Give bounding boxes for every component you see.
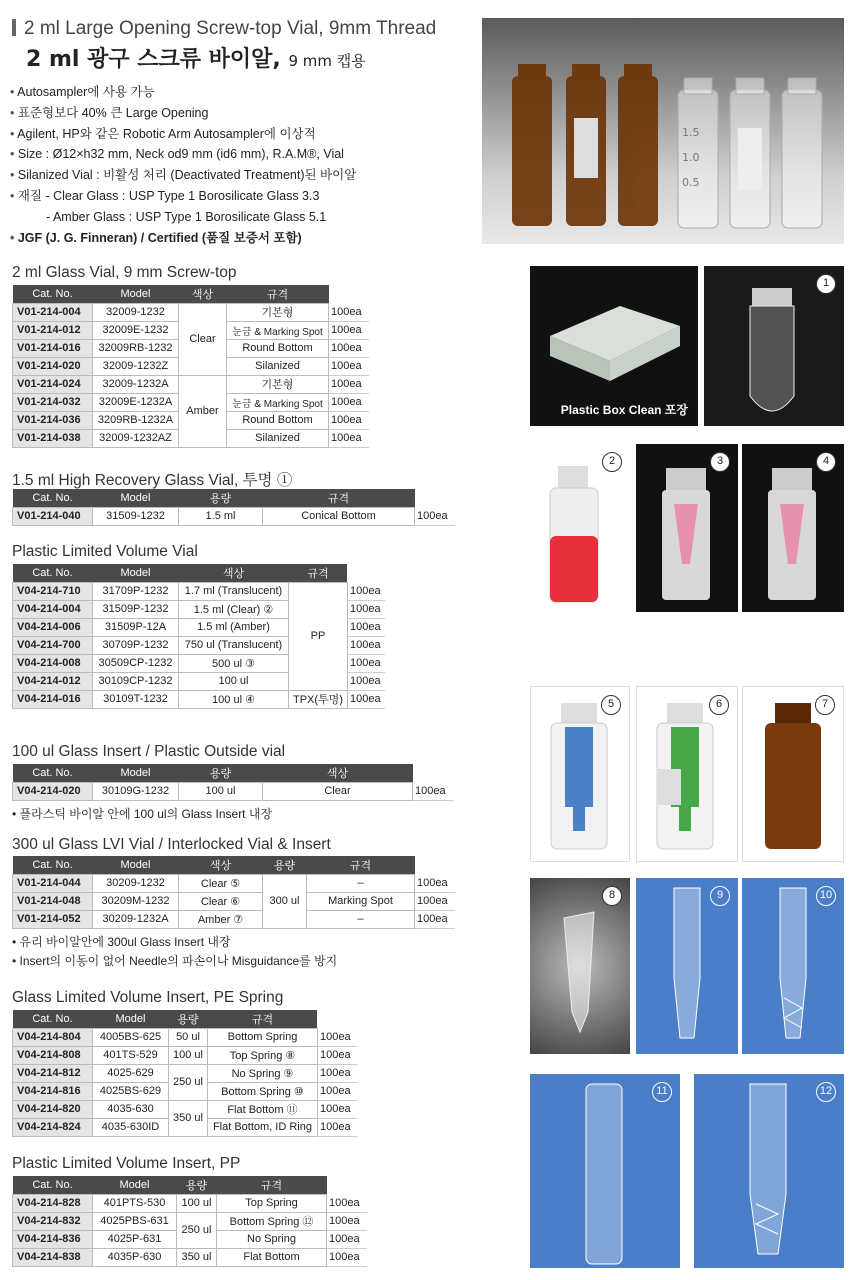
- photo-caption: Plastic Box Clean 포장: [560, 403, 688, 417]
- table-cell: 300 ul: [263, 874, 307, 928]
- table-cell: 4035P-630: [93, 1248, 177, 1266]
- table-cell: V01-214-012: [13, 321, 93, 339]
- table-cell: 100ea: [329, 393, 369, 411]
- lvi-vial-table: [12, 856, 455, 929]
- badge-number: 6: [709, 695, 729, 715]
- table-cell: 50 ul: [169, 1028, 208, 1046]
- table-cell: [415, 489, 455, 507]
- table-cell: V04-214-828: [13, 1194, 93, 1212]
- feature-item: • Agilent, HP와 같은 Robotic Arm Autosampler에 이상적: [10, 124, 356, 145]
- table-cell: 100ea: [329, 411, 369, 429]
- table-cell: 100ea: [327, 1248, 367, 1266]
- section-title: Plastic Limited Volume Insert, PP: [12, 1155, 241, 1172]
- table-cell: 100ea: [317, 1028, 357, 1046]
- table-cell: [347, 564, 384, 582]
- table-cell: Clear: [263, 782, 413, 800]
- col-header: Model: [93, 1176, 177, 1194]
- page-title-ko: 2 ml 광구 스크류 바이알, 9 mm 캡용: [26, 47, 366, 72]
- col-header: 규격: [207, 1010, 317, 1028]
- table-cell: 100ea: [329, 321, 369, 339]
- table-cell: 100ea: [317, 1100, 357, 1118]
- vial-photo-7: [742, 686, 844, 862]
- badge-number: 3: [710, 452, 730, 472]
- table-cell: 100ea: [329, 375, 369, 393]
- table-cell: 100ea: [347, 654, 384, 672]
- table-cell: 100ea: [329, 339, 369, 357]
- table-row: [13, 874, 455, 892]
- table-cell: V04-214-008: [13, 654, 93, 672]
- table-cell: 100ea: [317, 1046, 357, 1064]
- table-cell: V01-214-024: [13, 375, 93, 393]
- col-header: Cat. No.: [13, 856, 93, 874]
- table-cell: PP: [289, 582, 348, 690]
- badge-number: 11: [652, 1082, 672, 1102]
- col-header: 색상: [179, 285, 227, 303]
- vial-photo-6: [636, 686, 738, 862]
- plastic-lv-vial-table: [12, 564, 385, 709]
- table-cell: 4035-630: [93, 1100, 169, 1118]
- table-cell: Amber: [179, 375, 227, 447]
- table-cell: 1.5 ml: [179, 507, 263, 525]
- table-cell: 31709P-1232: [93, 582, 179, 600]
- vial-photo-3: [636, 444, 738, 612]
- feature-item: • 표준형보다 40% 큰 Large Opening: [10, 103, 356, 124]
- table-row: [13, 690, 385, 708]
- table-row: [13, 1100, 358, 1118]
- table-cell: 4005BS-625: [93, 1028, 169, 1046]
- table-cell: V01-214-048: [13, 892, 93, 910]
- table-cell: Silanized: [227, 357, 329, 375]
- table-row: [13, 1064, 358, 1082]
- feature-list: [10, 82, 356, 248]
- table-cell: V01-214-052: [13, 910, 93, 928]
- table-cell: Conical Bottom: [263, 507, 415, 525]
- table-cell: 4025P-631: [93, 1230, 177, 1248]
- table-cell: 31509P-12A: [93, 618, 179, 636]
- table-cell: 100ea: [329, 429, 369, 447]
- svg-text:0.5: 0.5: [682, 176, 700, 189]
- svg-text:1.0: 1.0: [682, 151, 700, 164]
- table-cell: 32009RB-1232: [93, 339, 179, 357]
- table-row: [13, 507, 455, 525]
- insert-photo-8: [530, 878, 630, 1054]
- table-cell: V04-214-808: [13, 1046, 93, 1064]
- table-cell: Flat Bottom, ID Ring: [207, 1118, 317, 1136]
- table-cell: 31509P-1232: [93, 600, 179, 618]
- insert-photo-12: [694, 1074, 844, 1268]
- table-cell: V04-214-816: [13, 1082, 93, 1100]
- section-title: Glass Limited Volume Insert, PE Spring: [12, 989, 284, 1006]
- col-header: Model: [93, 1010, 169, 1028]
- table-cell: 100ea: [415, 507, 455, 525]
- table-cell: V04-214-006: [13, 618, 93, 636]
- table-cell: 100ea: [347, 618, 384, 636]
- table-cell: 1.5 ml (Clear) ②: [179, 600, 289, 618]
- table-cell: 눈금 & Marking Spot: [227, 321, 329, 339]
- vial-photo-5: [530, 686, 630, 862]
- table-row: [13, 582, 385, 600]
- badge-number: 4: [816, 452, 836, 472]
- table-cell: 350 ul: [177, 1248, 217, 1266]
- col-header: Cat. No.: [13, 1176, 93, 1194]
- table-cell: V01-214-040: [13, 507, 93, 525]
- note-list: [12, 933, 337, 971]
- table-row: [13, 303, 369, 321]
- table-cell: [327, 1176, 367, 1194]
- table-cell: 1.5 ml (Amber): [179, 618, 289, 636]
- table-cell: –: [307, 910, 415, 928]
- table-cell: 100ea: [317, 1064, 357, 1082]
- table-cell: V04-214-710: [13, 582, 93, 600]
- col-header: 색상: [179, 856, 263, 874]
- table-row: [13, 375, 369, 393]
- badge-number: 8: [602, 886, 622, 906]
- col-header: Cat. No.: [13, 564, 93, 582]
- table-cell: 100ea: [415, 874, 455, 892]
- table-row: [13, 1046, 358, 1064]
- table-cell: 31509-1232: [93, 507, 179, 525]
- col-header: 규격: [263, 489, 415, 507]
- table-cell: Flat Bottom ⑪: [207, 1100, 317, 1118]
- section-title: Plastic Limited Volume Vial: [12, 543, 198, 560]
- note-item: • 플라스틱 바이알 안에 100 ul의 Glass Insert 내장: [12, 805, 272, 824]
- table-cell: 100 ul: [177, 1194, 217, 1212]
- table-cell: 32009-1232A: [93, 375, 179, 393]
- table-cell: 100ea: [327, 1230, 367, 1248]
- table-cell: V01-214-016: [13, 339, 93, 357]
- table-cell: Round Bottom: [227, 411, 329, 429]
- col-header: Model: [93, 285, 179, 303]
- vial-photo-1: [704, 266, 844, 426]
- table-cell: 30109T-1232: [93, 690, 179, 708]
- section-title: 300 ul Glass LVI Vial / Interlocked Vial & Insert: [12, 836, 331, 853]
- section-title: 1.5 ml High Recovery Glass Vial, 투명 ①: [12, 472, 293, 489]
- table-cell: Clear ⑥: [179, 892, 263, 910]
- col-header: 용량: [169, 1010, 208, 1028]
- feature-item: • Size : Ø12×h32 mm, Neck od9 mm (id6 mm), R.A.M®, Vial: [10, 144, 356, 165]
- table-cell: 750 ul (Translucent): [179, 636, 289, 654]
- table-cell: 4025-629: [93, 1064, 169, 1082]
- table-cell: 100 ul: [169, 1046, 208, 1064]
- table-cell: 100ea: [415, 892, 455, 910]
- table-cell: No Spring ⑨: [207, 1064, 317, 1082]
- table-cell: 4035-630ID: [93, 1118, 169, 1136]
- table-cell: V04-214-820: [13, 1100, 93, 1118]
- table-cell: 100ea: [329, 303, 369, 321]
- table-cell: Round Bottom: [227, 339, 329, 357]
- note-item: • Insert의 이동이 없어 Needle의 파손이나 Misguidance를 방지: [12, 952, 337, 971]
- table-cell: V04-214-832: [13, 1212, 93, 1230]
- col-header: Cat. No.: [13, 764, 93, 782]
- col-header: 용량: [177, 1176, 217, 1194]
- table-cell: Clear ⑤: [179, 874, 263, 892]
- badge-number: 1: [816, 274, 836, 294]
- svg-text:1.5: 1.5: [682, 126, 700, 139]
- badge-number: 2: [602, 452, 622, 472]
- table-cell: Amber ⑦: [179, 910, 263, 928]
- table-cell: [317, 1010, 357, 1028]
- table-row: [13, 1194, 367, 1212]
- table-cell: V04-214-836: [13, 1230, 93, 1248]
- table-cell: Top Spring: [217, 1194, 327, 1212]
- glass-vial-table: [12, 285, 369, 448]
- table-cell: 100ea: [327, 1212, 367, 1230]
- page-title-en: 2 ml Large Opening Screw-top Vial, 9mm Thread: [12, 18, 436, 40]
- table-cell: [329, 285, 369, 303]
- table-cell: 눈금 & Marking Spot: [227, 393, 329, 411]
- table-cell: 100ea: [317, 1118, 357, 1136]
- table-cell: 100ea: [327, 1194, 367, 1212]
- table-cell: Silanized: [227, 429, 329, 447]
- insert-photo-9: [636, 878, 738, 1054]
- table-cell: V01-214-038: [13, 429, 93, 447]
- plastic-box-photo: [530, 266, 698, 426]
- table-cell: 100 ul: [179, 672, 289, 690]
- col-header: Model: [93, 764, 179, 782]
- col-header: Cat. No.: [13, 489, 93, 507]
- table-cell: 100ea: [347, 636, 384, 654]
- feature-item: • Silanized Vial : 비활성 처리 (Deactivated Treatment)된 바이알: [10, 165, 356, 186]
- glass-insert-pe-table: [12, 1010, 357, 1137]
- table-cell: V04-214-804: [13, 1028, 93, 1046]
- table-cell: 30209M-1232: [93, 892, 179, 910]
- note-list: [12, 805, 272, 824]
- table-cell: 100ea: [347, 672, 384, 690]
- table-row: [13, 1212, 367, 1230]
- table-cell: [413, 764, 453, 782]
- table-cell: 30109G-1232: [93, 782, 179, 800]
- col-header: Model: [93, 564, 179, 582]
- note-item: • 유리 바이알안에 300ul Glass Insert 내장: [12, 933, 337, 952]
- table-cell: 250 ul: [177, 1212, 217, 1248]
- table-cell: 기본형: [227, 303, 329, 321]
- col-header: 용량: [263, 856, 307, 874]
- table-row: [13, 1028, 358, 1046]
- table-cell: 32009-1232AZ: [93, 429, 179, 447]
- table-cell: 401TS-529: [93, 1046, 169, 1064]
- table-cell: 100ea: [347, 690, 384, 708]
- col-header: Cat. No.: [13, 1010, 93, 1028]
- col-header: Model: [93, 856, 179, 874]
- table-cell: V01-214-036: [13, 411, 93, 429]
- table-cell: 100ea: [413, 782, 453, 800]
- table-cell: [415, 856, 455, 874]
- glass-insert-table: [12, 764, 453, 801]
- plastic-insert-table: [12, 1176, 367, 1267]
- table-row: [13, 782, 453, 800]
- table-cell: 30109CP-1232: [93, 672, 179, 690]
- badge-number: 9: [710, 886, 730, 906]
- table-cell: 30209-1232A: [93, 910, 179, 928]
- table-cell: 100ea: [347, 582, 384, 600]
- feature-item: • 재질 - Clear Glass : USP Type 1 Borosilicate Glass 3.3: [10, 186, 356, 207]
- vial-lineup-illustration: [482, 18, 844, 244]
- col-header: 색상: [263, 764, 413, 782]
- table-cell: 기본형: [227, 375, 329, 393]
- table-cell: Bottom Spring: [207, 1028, 317, 1046]
- table-cell: 100ea: [317, 1082, 357, 1100]
- feature-item: • Autosampler에 사용 가능: [10, 82, 356, 103]
- table-cell: Flat Bottom: [217, 1248, 327, 1266]
- table-cell: 3209RB-1232A: [93, 411, 179, 429]
- vial-lineup-photo: [482, 18, 844, 244]
- table-row: [13, 892, 455, 910]
- table-cell: 32009E-1232A: [93, 393, 179, 411]
- table-cell: 350 ul: [169, 1100, 208, 1136]
- table-cell: 100ea: [347, 600, 384, 618]
- feature-item: - Amber Glass : USP Type 1 Borosilicate Glass 5.1: [46, 209, 327, 224]
- section-title: 100 ul Glass Insert / Plastic Outside vial: [12, 743, 286, 760]
- table-cell: 100ea: [329, 357, 369, 375]
- table-cell: V04-214-016: [13, 690, 93, 708]
- vial-photo-4: [742, 444, 844, 612]
- col-header: 규격: [227, 285, 329, 303]
- table-cell: 250 ul: [169, 1064, 208, 1100]
- table-cell: No Spring: [217, 1230, 327, 1248]
- table-cell: 100ea: [415, 910, 455, 928]
- table-cell: TPX(투명): [289, 690, 348, 708]
- vial-photo-2: [530, 444, 630, 612]
- table-cell: 4025PBS-631: [93, 1212, 177, 1230]
- table-cell: –: [307, 874, 415, 892]
- table-cell: Marking Spot: [307, 892, 415, 910]
- table-cell: Top Spring ⑧: [207, 1046, 317, 1064]
- table-cell: 1.7 ml (Translucent): [179, 582, 289, 600]
- table-cell: V04-214-700: [13, 636, 93, 654]
- table-cell: 30709P-1232: [93, 636, 179, 654]
- col-header: 색상: [179, 564, 289, 582]
- table-cell: 30209-1232: [93, 874, 179, 892]
- table-cell: 32009-1232Z: [93, 357, 179, 375]
- insert-photo-10: [742, 878, 844, 1054]
- col-header: 용량: [179, 489, 263, 507]
- table-cell: 100 ul ④: [179, 690, 289, 708]
- table-cell: 32009E-1232: [93, 321, 179, 339]
- table-cell: V04-214-020: [13, 782, 93, 800]
- table-cell: V04-214-004: [13, 600, 93, 618]
- col-header: Cat. No.: [13, 285, 93, 303]
- table-cell: Bottom Spring ⑫: [217, 1212, 327, 1230]
- table-cell: V04-214-012: [13, 672, 93, 690]
- table-cell: V04-214-812: [13, 1064, 93, 1082]
- table-cell: 32009-1232: [93, 303, 179, 321]
- col-header: 규격: [217, 1176, 327, 1194]
- col-header: 용량: [179, 764, 263, 782]
- table-cell: 100 ul: [179, 782, 263, 800]
- table-cell: V04-214-824: [13, 1118, 93, 1136]
- table-cell: V01-214-044: [13, 874, 93, 892]
- table-cell: V01-214-020: [13, 357, 93, 375]
- table-cell: 500 ul ③: [179, 654, 289, 672]
- table-cell: 4025BS-629: [93, 1082, 169, 1100]
- table-cell: V01-214-004: [13, 303, 93, 321]
- badge-number: 7: [815, 695, 835, 715]
- badge-number: 12: [816, 1082, 836, 1102]
- col-header: Model: [93, 489, 179, 507]
- table-cell: V04-214-838: [13, 1248, 93, 1266]
- badge-number: 5: [601, 695, 621, 715]
- table-cell: Bottom Spring ⑩: [207, 1082, 317, 1100]
- section-title: 2 ml Glass Vial, 9 mm Screw-top: [12, 264, 237, 281]
- table-row: [13, 910, 455, 928]
- col-header: 규격: [289, 564, 348, 582]
- col-header: 규격: [307, 856, 415, 874]
- table-cell: Clear: [179, 303, 227, 375]
- insert-photo-11: [530, 1074, 680, 1268]
- feature-item: • JGF (J. G. Finneran) / Certified (품질 보증서 포함): [10, 228, 356, 249]
- table-row: [13, 1248, 367, 1266]
- table-cell: 401PTS-530: [93, 1194, 177, 1212]
- table-cell: V01-214-032: [13, 393, 93, 411]
- table-cell: 30509CP-1232: [93, 654, 179, 672]
- high-recovery-table: [12, 489, 455, 526]
- badge-number: 10: [816, 886, 836, 906]
